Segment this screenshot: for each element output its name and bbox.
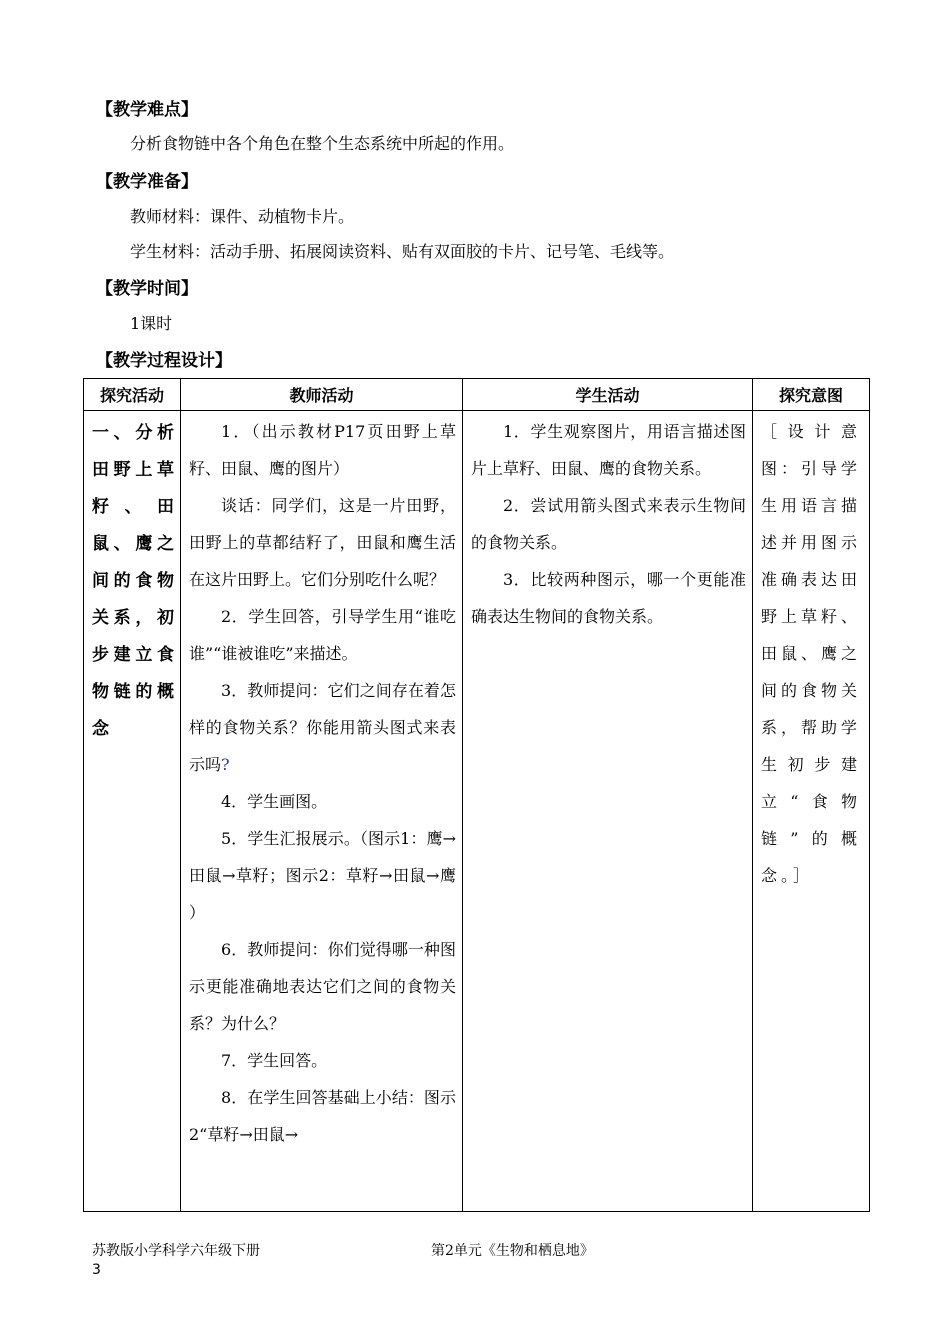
student-step: 1．学生观察图片，用语言描述图片上草籽、田鼠、鹰的食物关系。 xyxy=(471,422,746,478)
teacher-step-text: 3．教师提问：它们之间存在着怎样的食物关系？你能用箭头图式来表示吗 xyxy=(189,681,456,774)
section-title-process: 【教学过程设计】 xyxy=(96,351,232,371)
student-step: 3．比较两种图示，哪一个更能准确表达生物间的食物关系。 xyxy=(471,570,746,626)
footer-unit-title: 第2单元《生物和栖息地》 xyxy=(431,1243,594,1259)
teacher-step: 7．学生回答。 xyxy=(221,1051,328,1070)
teacher-step: 1．（出示教材P17页田野上草籽、田鼠、鹰的图片） xyxy=(189,422,456,478)
lesson-process-table xyxy=(83,378,870,1212)
teacher-materials: 教师材料：课件、动植物卡片。 xyxy=(130,207,355,226)
student-step: 2．尝试用箭头图式来表示生物间的食物关系。 xyxy=(471,496,746,552)
student-materials: 学生材料：活动手册、拓展阅读资料、贴有双面胶的卡片、记号笔、毛线等。 xyxy=(130,242,675,261)
intent-cell: ［设计意图：引导学生用语言描述并用图示准确表达田野上草籽、田鼠、鹰之间的食物关系，帮助学生初步建立“食物链”的概念。］ xyxy=(753,411,870,1212)
section-title-difficulty: 【教学难点】 xyxy=(96,100,198,120)
header-activity: 探究活动 xyxy=(84,379,181,411)
section-title-preparation: 【教学准备】 xyxy=(96,172,198,192)
student-activity-cell xyxy=(463,411,753,1212)
difficulty-text: 分析食物链中各个角色在整个生态系统中所起的作用。 xyxy=(130,134,515,153)
header-intent: 探究意图 xyxy=(753,379,870,411)
header-teacher: 教师活动 xyxy=(181,379,463,411)
time-text: 1课时 xyxy=(130,314,173,333)
table-header-row xyxy=(84,379,870,411)
teacher-step: 8．在学生回答基础上小结：图示2“草籽→田鼠→ xyxy=(189,1088,456,1144)
header-student: 学生活动 xyxy=(463,379,753,411)
activity-cell: 一、分析田野上草籽、田鼠、鹰之间的食物关系，初步建立食物链的概念 xyxy=(84,411,181,1212)
teacher-step: 2．学生回答，引导学生用“谁吃谁”“谁被谁吃”来描述。 xyxy=(189,607,456,663)
footer-book-title: 苏教版小学科学六年级下册 xyxy=(92,1243,260,1259)
teacher-step: 4．学生画图。 xyxy=(221,792,328,811)
table-row xyxy=(84,411,870,1212)
page-number: 3 xyxy=(92,1262,101,1278)
section-title-time: 【教学时间】 xyxy=(96,279,198,299)
teacher-step: 谈话：同学们，这是一片田野，田野上的草都结籽了，田鼠和鹰生活在这片田野上。它们分别吃什么呢？ xyxy=(189,496,456,589)
question-mark: ? xyxy=(221,755,230,774)
teacher-step: 5．学生汇报展示。（图示1：鹰→田鼠→草籽；图示2：草籽→田鼠→鹰 ） xyxy=(189,829,456,922)
teacher-step xyxy=(189,672,456,783)
teacher-step: 6．教师提问：你们觉得哪一种图示更能准确地表达它们之间的食物关系？为什么？ xyxy=(189,940,456,1033)
teacher-activity-cell xyxy=(181,411,463,1212)
